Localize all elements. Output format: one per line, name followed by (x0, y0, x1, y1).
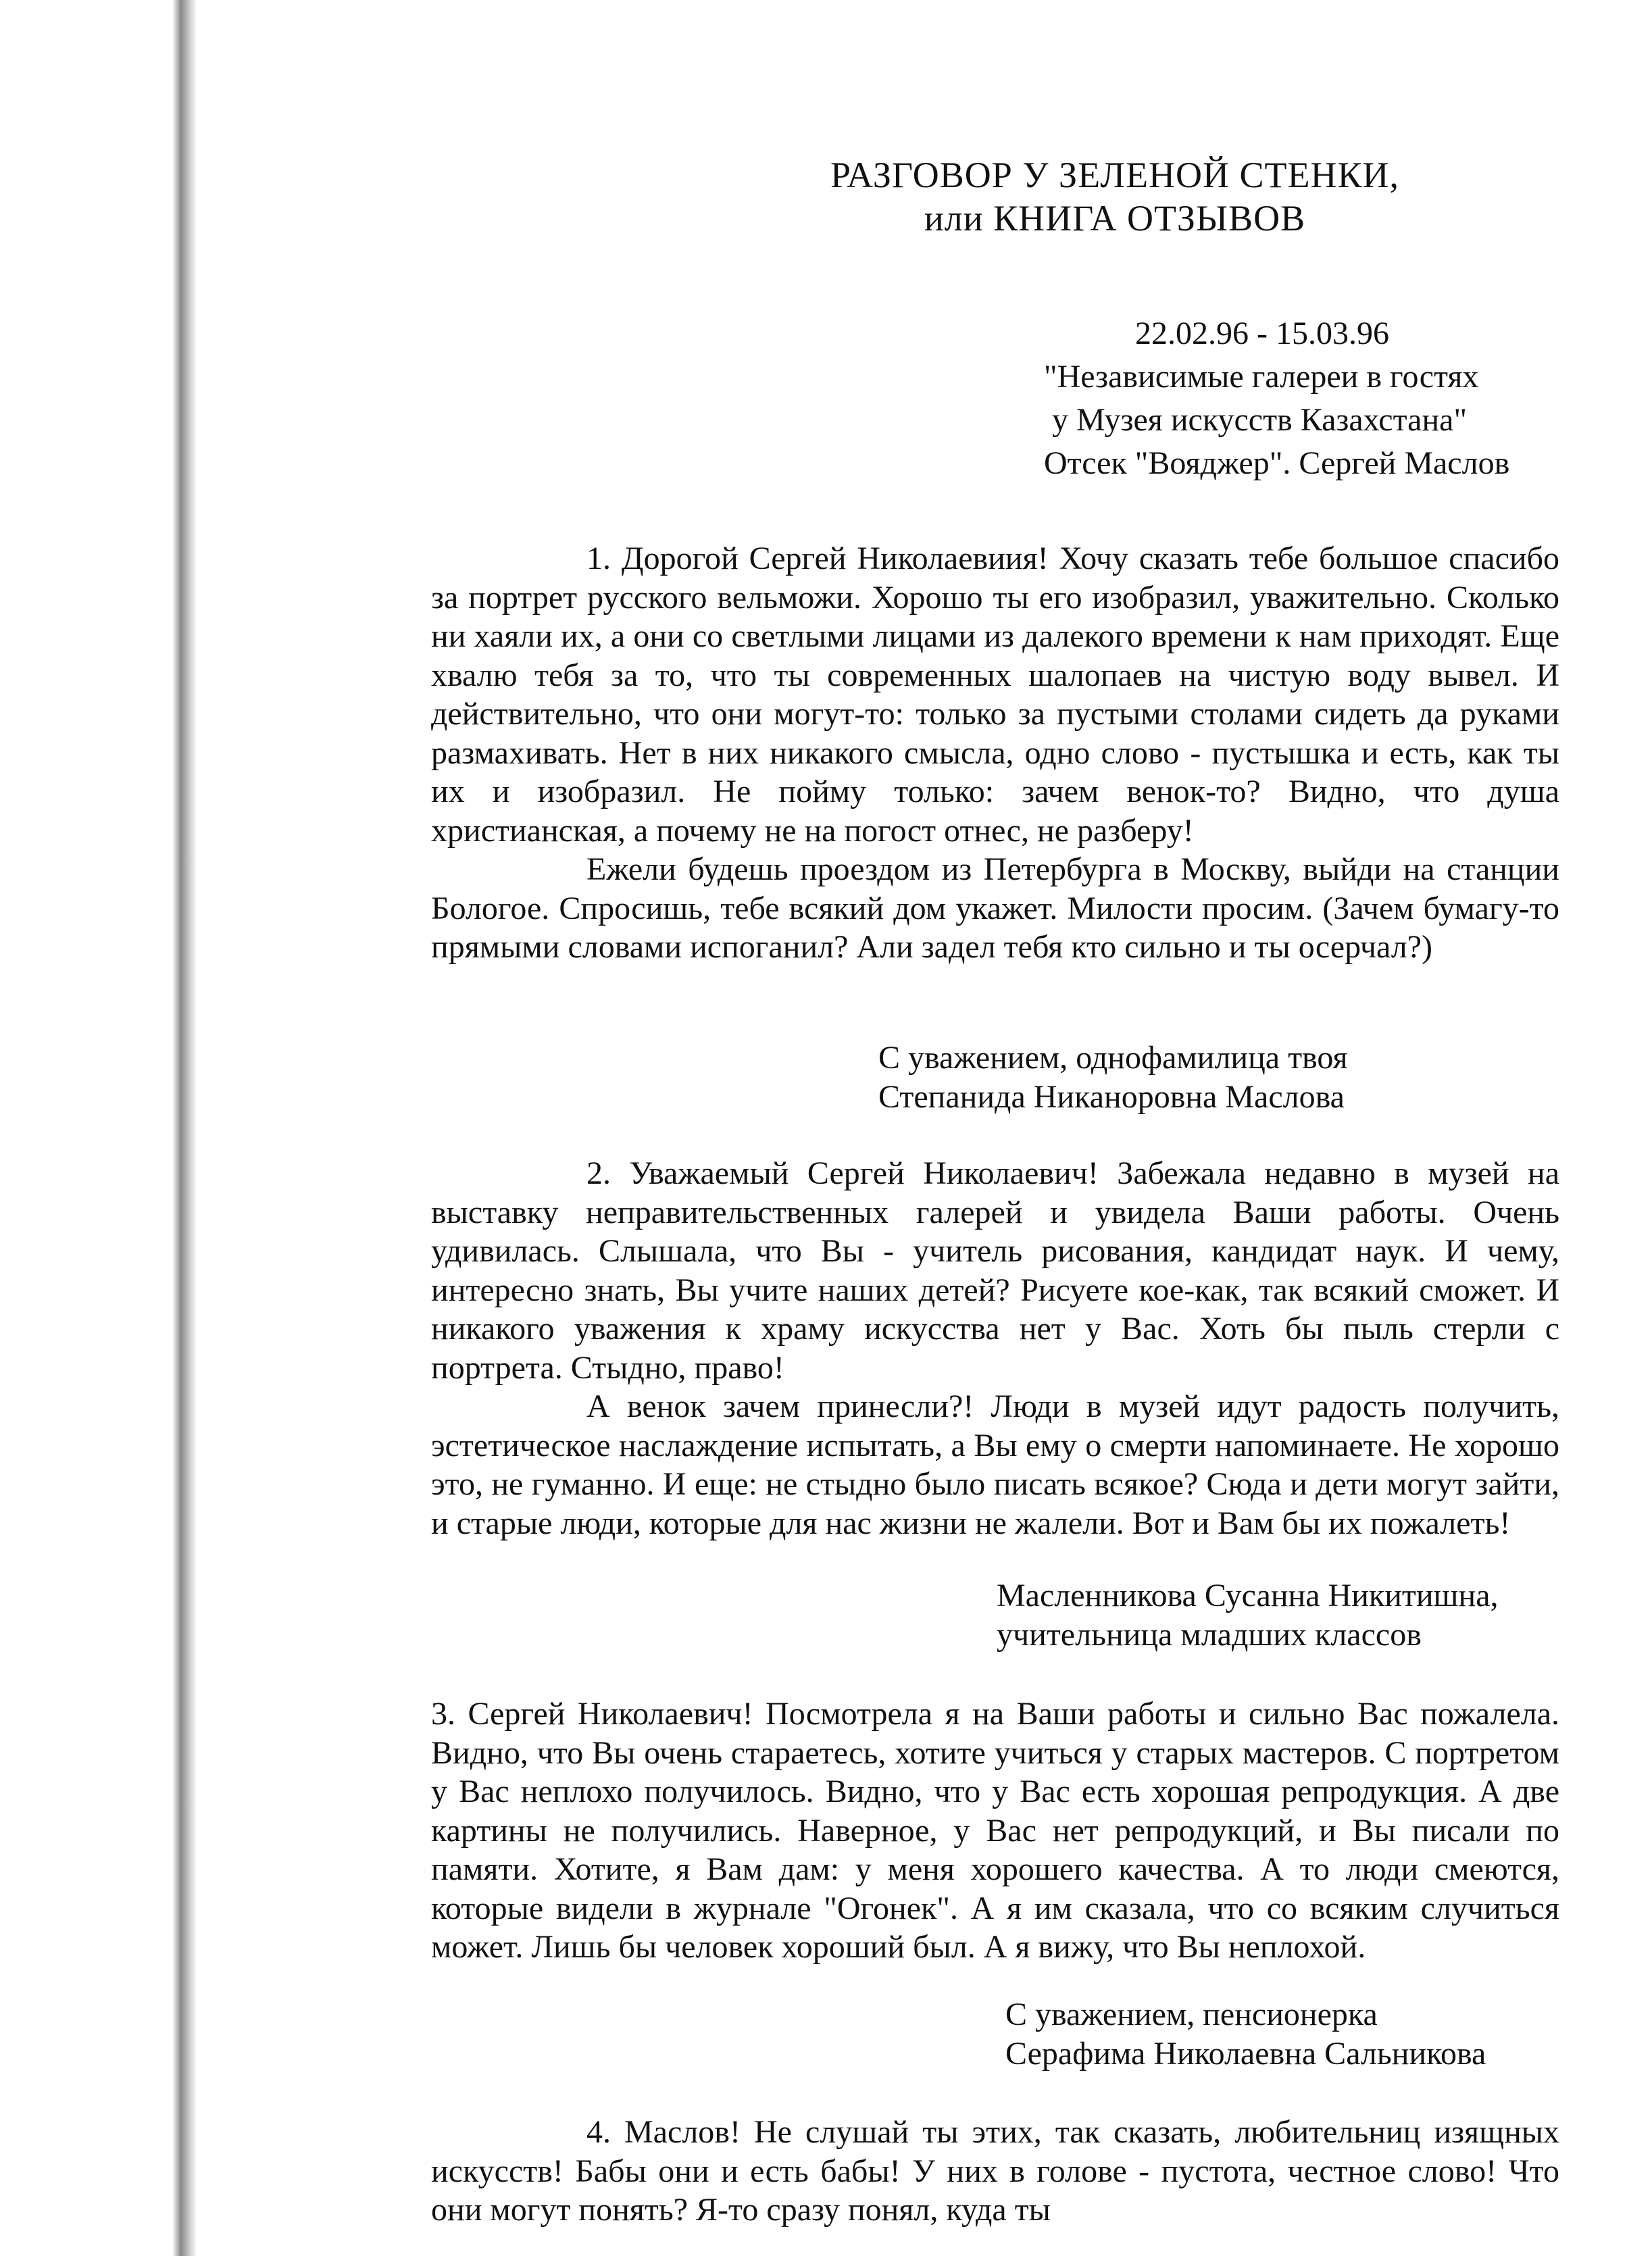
letter-2-sign-line2: учительница младших классов (997, 1617, 1422, 1653)
document-title-line2: или КНИГА ОТЗЫВОВ (924, 198, 1306, 239)
letter-1-sign-line2: Степанида Никаноровна Маслова (878, 1079, 1345, 1115)
letter-2-paragraph-2: А венок зачем принесли?! Люди в музей идут радость получить, эстетическое наслаждение испытать, а Вы ему о смерти напоминаете. Не хорошо это, не гуманно. И еще: не стыдно было писать всякое? Сюда и дети могут зайти, и старые люди, которые для нас жизни не жалели. Вот и Вам бы их пожалеть! (431, 1388, 1559, 1541)
exhibit-title-line1: "Независимые галереи в гостях (1044, 359, 1479, 395)
letter-1-paragraph-2: Ежели будешь проездом из Петербурга в Москву, выйди на станции Бологое. Спросишь, тебе всякий дом укажет. Милости просим. (Зачем бумагу-то прямыми словами испоганил? Али задел тебя кто сильно и ты осерчал?) (431, 851, 1559, 965)
letter-1 (431, 539, 1559, 967)
letter-1-sign-line1: С уважением, однофамилица твоя (878, 1040, 1348, 1076)
document-title-line1: РАЗГОВОР У ЗЕЛЕНОЙ СТЕНКИ, (830, 155, 1399, 195)
letter-2-sign-line1: Масленникова Сусанна Никитишна, (997, 1578, 1499, 1613)
letter-4 (431, 2113, 1559, 2230)
exhibit-title-line2: у Музея искусств Казахстана" (1052, 402, 1468, 438)
letter-3-signature (1005, 1995, 1486, 2074)
letter-2-paragraph-1: 2. Уважаемый Сергей Николаевич! Забежала недавно в музей на выставку неправительственных галерей и увидела Ваши работы. Очень удивилась. Слышала, что Вы - учитель рисования, кандидат наук. И чему, интересно знать, Вы учите наших детей? Рисуете кое-как, так всякий сможет. И никакого уважения к храму искусства нет у Вас. Хоть бы пыль стерли с портрета. Стыдно, право! (431, 1155, 1559, 1386)
exhibit-dates: 22.02.96 - 15.03.96 (1135, 316, 1389, 351)
letter-1-paragraph-1: 1. Дорогой Сергей Николаевиия! Хочу сказать тебе большое спасибо за портрет русского вельможи. Хорошо ты его изобразил, уважительно. Сколько ни хаяли их, а они со светлыми лицами из далекого времени к нам приходят. Еще хвалю тебя за то, что ты современных шалопаев на чистую воду вывел. И действительно, что они могут-то: только за пустыми столами сидеть да руками размахивать. Нет в них никакого смысла, одно слово - пустышка и есть, как ты их и изобразил. Не пойму только: зачем венок-то? Видно, что душа христианская, а почему не на погост отнес, не разберу! (431, 541, 1559, 849)
letter-1-signature (878, 1038, 1348, 1117)
scan-edge-shadow (172, 0, 197, 2256)
exhibit-info (1044, 312, 1584, 485)
letter-3-paragraph-1: 3. Сергей Николаевич! Посмотрела я на Ваши работы и сильно Вас пожалела. Видно, что Вы очень стараетесь, хотите учиться у старых мастеров. С портретом у Вас неплохо получилось. Видно, что у Вас есть хорошая репродукция. А две картины не получились. Наверное, у Вас нет репродукций, и Вы писали по памяти. Хотите, я Вам дам: у меня хорошего качества. А то люди смеются, которые видели в журнале "Огонек". А я им сказала, что со всяким случиться может. Лишь бы человек хороший был. А я вижу, что Вы неплохой. (431, 1696, 1559, 1965)
letter-3 (431, 1695, 1559, 1967)
exhibit-section: Отсек "Вояджер". Сергей Маслов (1044, 445, 1510, 481)
letter-4-paragraph-1: 4. Маслов! Не слушай ты этих, так сказать, любительниц изящных искусств! Бабы они и есть бабы! У них в голове - пустота, честное слово! Что они могут понять? Я-то сразу понял, куда ты (431, 2114, 1559, 2228)
letter-2 (431, 1154, 1559, 1543)
letter-2-signature (997, 1576, 1499, 1655)
letter-3-sign-line2: Серафима Николаевна Сальникова (1005, 2036, 1486, 2072)
letter-3-sign-line1: С уважением, пенсионерка (1005, 1997, 1378, 2032)
